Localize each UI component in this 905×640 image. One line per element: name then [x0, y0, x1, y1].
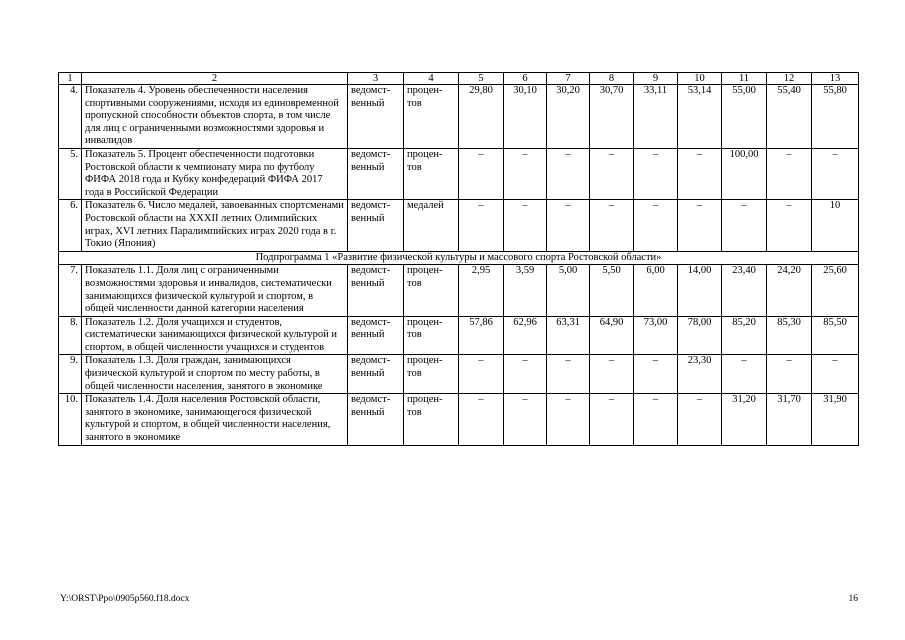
table-row — [59, 148, 859, 199]
value-cell: – — [812, 148, 859, 199]
value-cell: – — [812, 355, 859, 394]
unit-cell: процен-тов — [404, 85, 459, 149]
value-cell: 31,70 — [767, 394, 812, 445]
value-cell: 23,40 — [722, 265, 767, 316]
value-cell: 14,00 — [678, 265, 722, 316]
value-cell: – — [767, 355, 812, 394]
value-cell: 64,90 — [590, 316, 634, 355]
header-cell: 5 — [459, 73, 504, 85]
unit-cell: процен-тов — [404, 316, 459, 355]
indicator-name: Показатель 5. Процент обеспеченности подготовки Ростовской области к чемпионату мира по футболу ФИФА 2018 года и Кубку конфедераций ФИФА 2017 года в Российской Федерации — [82, 148, 348, 199]
row-number: 5. — [59, 148, 82, 199]
value-cell: – — [459, 355, 504, 394]
value-cell: 3,59 — [504, 265, 547, 316]
subprogram-row — [59, 251, 859, 265]
indicator-type: ведомст-венный — [348, 316, 404, 355]
value-cell: 53,14 — [678, 85, 722, 149]
value-cell: 23,30 — [678, 355, 722, 394]
unit-cell: процен-тов — [404, 355, 459, 394]
value-cell: – — [767, 200, 812, 251]
value-cell: 85,50 — [812, 316, 859, 355]
unit-cell: процен-тов — [404, 148, 459, 199]
value-cell: – — [504, 394, 547, 445]
row-number: 6. — [59, 200, 82, 251]
header-cell: 1 — [59, 73, 82, 85]
header-cell: 4 — [404, 73, 459, 85]
value-cell: 55,80 — [812, 85, 859, 149]
header-cell: 12 — [767, 73, 812, 85]
table-row — [59, 265, 859, 316]
value-cell: 33,11 — [634, 85, 678, 149]
file-path: Y:\ORST\Ppo\0905p560.f18.docx — [60, 594, 190, 604]
value-cell: 31,20 — [722, 394, 767, 445]
value-cell: – — [634, 148, 678, 199]
subprogram-title: Подпрограмма 1 «Развитие физической культуры и массового спорта Ростовской области» — [59, 251, 859, 265]
indicator-name: Показатель 1.3. Доля граждан, занимающихся физической культурой и спортом по месту работы, в общей численности населения, занятого в экономике — [82, 355, 348, 394]
table-row — [59, 85, 859, 149]
value-cell: – — [459, 148, 504, 199]
value-cell: – — [590, 355, 634, 394]
indicator-name: Показатель 4. Уровень обеспеченности населения спортивными сооружениями, исходя из единовременной пропускной способности объектов спорта, в том числе для лиц с ограниченными возможностями здоровья и инвалидов — [82, 85, 348, 149]
page-number: 16 — [848, 594, 858, 604]
header-cell: 8 — [590, 73, 634, 85]
indicator-type: ведомст-венный — [348, 85, 404, 149]
value-cell: – — [459, 394, 504, 445]
value-cell: – — [634, 355, 678, 394]
value-cell: 55,40 — [767, 85, 812, 149]
row-number: 8. — [59, 316, 82, 355]
value-cell: 5,50 — [590, 265, 634, 316]
header-cell: 6 — [504, 73, 547, 85]
value-cell: – — [504, 355, 547, 394]
unit-cell: процен-тов — [404, 394, 459, 445]
header-cell: 7 — [547, 73, 590, 85]
value-cell: – — [547, 355, 590, 394]
value-cell: 78,00 — [678, 316, 722, 355]
row-number: 7. — [59, 265, 82, 316]
table-row — [59, 355, 859, 394]
value-cell: – — [722, 355, 767, 394]
page-footer — [60, 594, 858, 604]
value-cell: – — [504, 200, 547, 251]
indicator-name: Показатель 1.4. Доля населения Ростовской области, занятого в экономике, занимающегося физической культурой и спортом, в общей численности населения, занятого в экономике — [82, 394, 348, 445]
value-cell: – — [767, 148, 812, 199]
header-cell: 11 — [722, 73, 767, 85]
value-cell: 30,70 — [590, 85, 634, 149]
indicator-type: ведомст-венный — [348, 148, 404, 199]
value-cell: 30,10 — [504, 85, 547, 149]
value-cell: – — [590, 148, 634, 199]
value-cell: – — [678, 394, 722, 445]
value-cell: 100,00 — [722, 148, 767, 199]
indicator-type: ведомст-венный — [348, 394, 404, 445]
header-cell: 3 — [348, 73, 404, 85]
value-cell: 5,00 — [547, 265, 590, 316]
indicator-name: Показатель 1.2. Доля учащихся и студентов, систематически занимающихся физической культурой и спортом, в общей численности учащихся и студентов — [82, 316, 348, 355]
value-cell: – — [634, 394, 678, 445]
value-cell: – — [547, 200, 590, 251]
value-cell: 24,20 — [767, 265, 812, 316]
value-cell: 73,00 — [634, 316, 678, 355]
indicator-name: Показатель 1.1. Доля лиц с ограниченными возможностями здоровья и инвалидов, систематически занимающихся физической культурой и спортом, в общей численности данной категории населения — [82, 265, 348, 316]
table-row — [59, 316, 859, 355]
value-cell: – — [678, 148, 722, 199]
indicator-name: Показатель 6. Число медалей, завоеванных спортсменами Ростовской области на XXXII летних Олимпийских играх, XVI летних Паралимпийских играх 2020 года в г. Токио (Япония) — [82, 200, 348, 251]
value-cell: – — [722, 200, 767, 251]
row-number: 4. — [59, 85, 82, 149]
header-cell: 9 — [634, 73, 678, 85]
header-cell: 10 — [678, 73, 722, 85]
value-cell: – — [547, 394, 590, 445]
value-cell: 6,00 — [634, 265, 678, 316]
value-cell: 31,90 — [812, 394, 859, 445]
value-cell: – — [504, 148, 547, 199]
row-number: 10. — [59, 394, 82, 445]
indicator-type: ведомст-венный — [348, 265, 404, 316]
table-row — [59, 200, 859, 251]
value-cell: 57,86 — [459, 316, 504, 355]
value-cell: 10 — [812, 200, 859, 251]
value-cell: 55,00 — [722, 85, 767, 149]
unit-cell: процен-тов — [404, 265, 459, 316]
value-cell: 63,31 — [547, 316, 590, 355]
value-cell: 25,60 — [812, 265, 859, 316]
value-cell: – — [547, 148, 590, 199]
header-row — [59, 73, 859, 85]
indicator-type: ведомст-венный — [348, 355, 404, 394]
value-cell: – — [459, 200, 504, 251]
value-cell: – — [634, 200, 678, 251]
value-cell: 85,20 — [722, 316, 767, 355]
unit-cell: медалей — [404, 200, 459, 251]
value-cell: 85,30 — [767, 316, 812, 355]
value-cell: 2,95 — [459, 265, 504, 316]
value-cell: 29,80 — [459, 85, 504, 149]
table-row — [59, 394, 859, 445]
value-cell: 30,20 — [547, 85, 590, 149]
indicator-table — [58, 72, 859, 446]
value-cell: – — [590, 394, 634, 445]
indicator-type: ведомст-венный — [348, 200, 404, 251]
row-number: 9. — [59, 355, 82, 394]
value-cell: – — [590, 200, 634, 251]
value-cell: – — [678, 200, 722, 251]
header-cell: 2 — [82, 73, 348, 85]
value-cell: 62,96 — [504, 316, 547, 355]
header-cell: 13 — [812, 73, 859, 85]
